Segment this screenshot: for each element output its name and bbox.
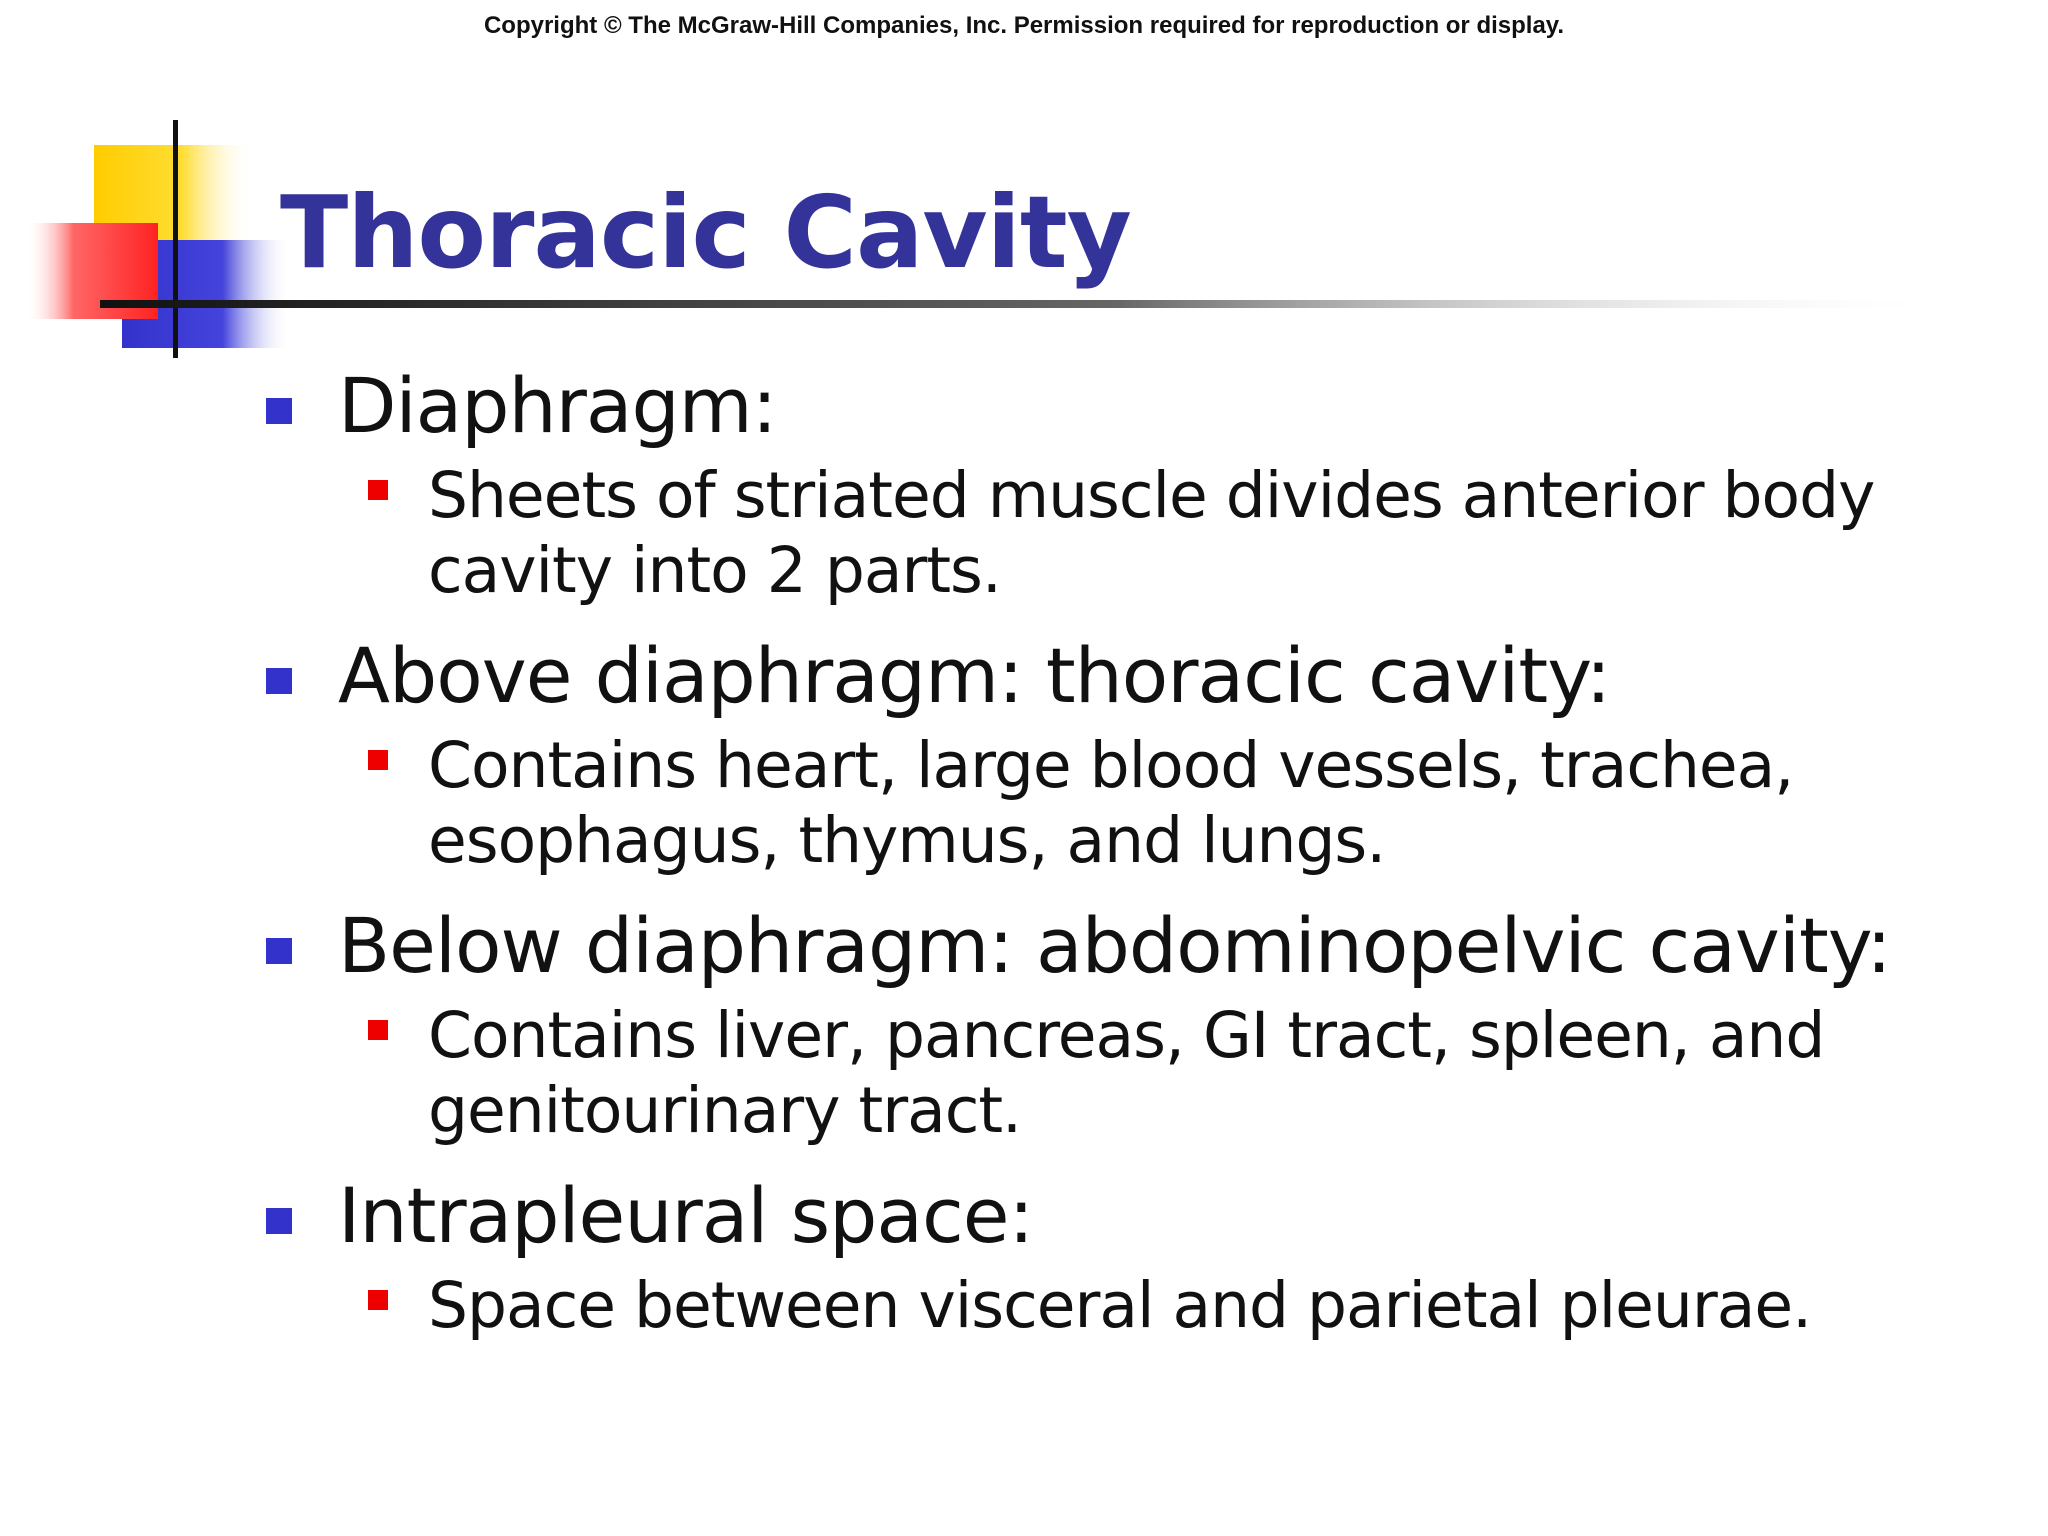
bullet-text: Below diaphragm: abdominopelvic cavity:	[338, 901, 1891, 990]
sub-bullet-item	[0, 1268, 1928, 1343]
decor-horizontal-line	[100, 300, 1950, 308]
bullet-group-diaphragm	[0, 361, 2048, 608]
square-bullet-icon	[368, 1020, 388, 1040]
sub-bullet-text: Space between visceral and parietal pleurae.	[428, 1269, 1812, 1342]
bullet-item	[0, 631, 2048, 720]
copyright-notice: Copyright © The McGraw-Hill Companies, Inc. Permission required for reproduction or display.	[483, 12, 1565, 39]
bullet-group-above-diaphragm	[0, 631, 2048, 878]
bullet-text: Diaphragm:	[338, 361, 777, 450]
bullet-item	[0, 901, 2048, 990]
bullet-item	[0, 361, 2048, 450]
bullet-item	[0, 1171, 2048, 1260]
square-bullet-icon	[368, 750, 388, 770]
bullet-text: Above diaphragm: thoracic cavity:	[338, 631, 1611, 720]
slide-title: Thoracic Cavity	[280, 174, 1131, 291]
square-bullet-icon	[266, 1208, 292, 1234]
decor-vertical-line	[173, 120, 178, 358]
bullet-group-below-diaphragm	[0, 901, 2048, 1148]
square-bullet-icon	[266, 938, 292, 964]
square-bullet-icon	[368, 1290, 388, 1310]
square-bullet-icon	[266, 398, 292, 424]
sub-bullet-text: Sheets of striated muscle divides anterior body cavity into 2 parts.	[428, 459, 1875, 607]
square-bullet-icon	[368, 480, 388, 500]
sub-bullet-text: Contains heart, large blood vessels, trachea, esophagus, thymus, and lungs.	[428, 729, 1794, 877]
bullet-group-intrapleural	[0, 1171, 2048, 1343]
sub-bullet-text: Contains liver, pancreas, GI tract, spleen, and genitourinary tract.	[428, 999, 1825, 1147]
sub-bullet-item	[0, 998, 1928, 1148]
sub-bullet-item	[0, 728, 1928, 878]
bullet-list	[0, 361, 2048, 1373]
bullet-text: Intrapleural space:	[338, 1171, 1034, 1260]
square-bullet-icon	[266, 668, 292, 694]
sub-bullet-item	[0, 458, 1928, 608]
